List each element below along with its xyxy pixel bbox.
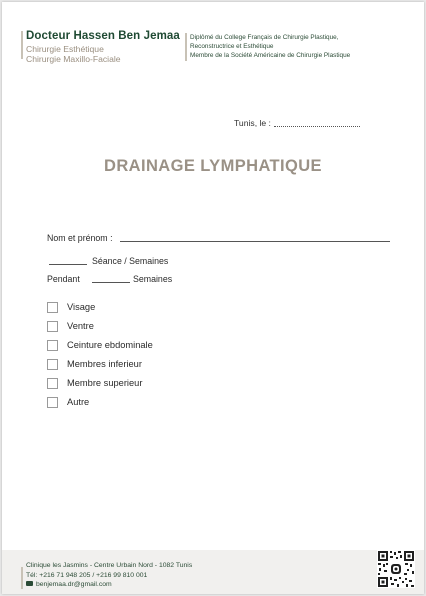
- footer-left-bar: [21, 567, 23, 589]
- duration-field[interactable]: [92, 282, 130, 283]
- qr-code-graphic: [377, 550, 415, 588]
- checkbox[interactable]: [47, 302, 58, 313]
- checklist-item-ceinture[interactable]: [47, 338, 153, 352]
- checkbox-label: Ventre: [67, 321, 94, 331]
- prescription-page: [2, 2, 424, 594]
- specialty-aesthetic: Chirurgie Esthétique: [26, 44, 104, 54]
- footer-phone: Tél: +216 71 948 205 / +216 99 810 001: [26, 572, 148, 579]
- credential-line-2: Reconstructrice et Esthétique: [190, 43, 274, 50]
- checkbox-label: Membres inferieur: [67, 359, 142, 369]
- checkbox-label: Ceinture ebdominale: [67, 340, 153, 350]
- checkbox[interactable]: [47, 321, 58, 332]
- footer-email: benjemaa.dr@gmail.com: [36, 581, 112, 588]
- checklist-item-visage[interactable]: [47, 300, 95, 314]
- duration-suffix: Semaines: [133, 274, 173, 284]
- checkbox-label: Autre: [67, 397, 90, 407]
- footer-address: Clinique les Jasmins - Centre Urbain Nord - 1082 Tunis: [26, 562, 193, 569]
- credential-line-1: Diplômé du College Français de Chirurgie Plastique,: [190, 34, 339, 41]
- header-left-bar: [21, 31, 23, 59]
- qr-code-icon: [377, 550, 415, 588]
- checkbox[interactable]: [47, 340, 58, 351]
- footer-email-line: [26, 581, 112, 588]
- name-label: Nom et prénom :: [47, 233, 113, 243]
- checkbox[interactable]: [47, 378, 58, 389]
- sessions-label: Séance / Semaines: [92, 256, 169, 266]
- checkbox-label: Visage: [67, 302, 96, 312]
- checkbox-label: Membre superieur: [67, 378, 143, 388]
- date-field[interactable]: [274, 126, 360, 127]
- date-label: Tunis, le :: [234, 118, 271, 128]
- checklist-item-membre-superieur[interactable]: [47, 376, 142, 390]
- date-line: [234, 118, 360, 128]
- mail-icon: [26, 581, 33, 586]
- page-title: DRAINAGE LYMPHATIQUE: [104, 157, 322, 175]
- checklist-item-membres-inferieur[interactable]: [47, 357, 142, 371]
- duration-prefix: Pendant: [47, 274, 80, 284]
- checkbox[interactable]: [47, 359, 58, 370]
- doctor-name: Docteur Hassen Ben Jemaa: [26, 30, 180, 42]
- checklist-item-ventre[interactable]: [47, 319, 94, 333]
- checklist-item-autre[interactable]: [47, 395, 89, 409]
- header-right-bar: [185, 33, 187, 61]
- credential-line-3: Membre de la Société Américaine de Chirurgie Plastique: [190, 52, 351, 59]
- checkbox[interactable]: [47, 397, 58, 408]
- specialty-maxillo: Chirurgie Maxillo-Faciale: [26, 54, 121, 64]
- sessions-field[interactable]: [49, 264, 87, 265]
- name-field[interactable]: [120, 241, 390, 242]
